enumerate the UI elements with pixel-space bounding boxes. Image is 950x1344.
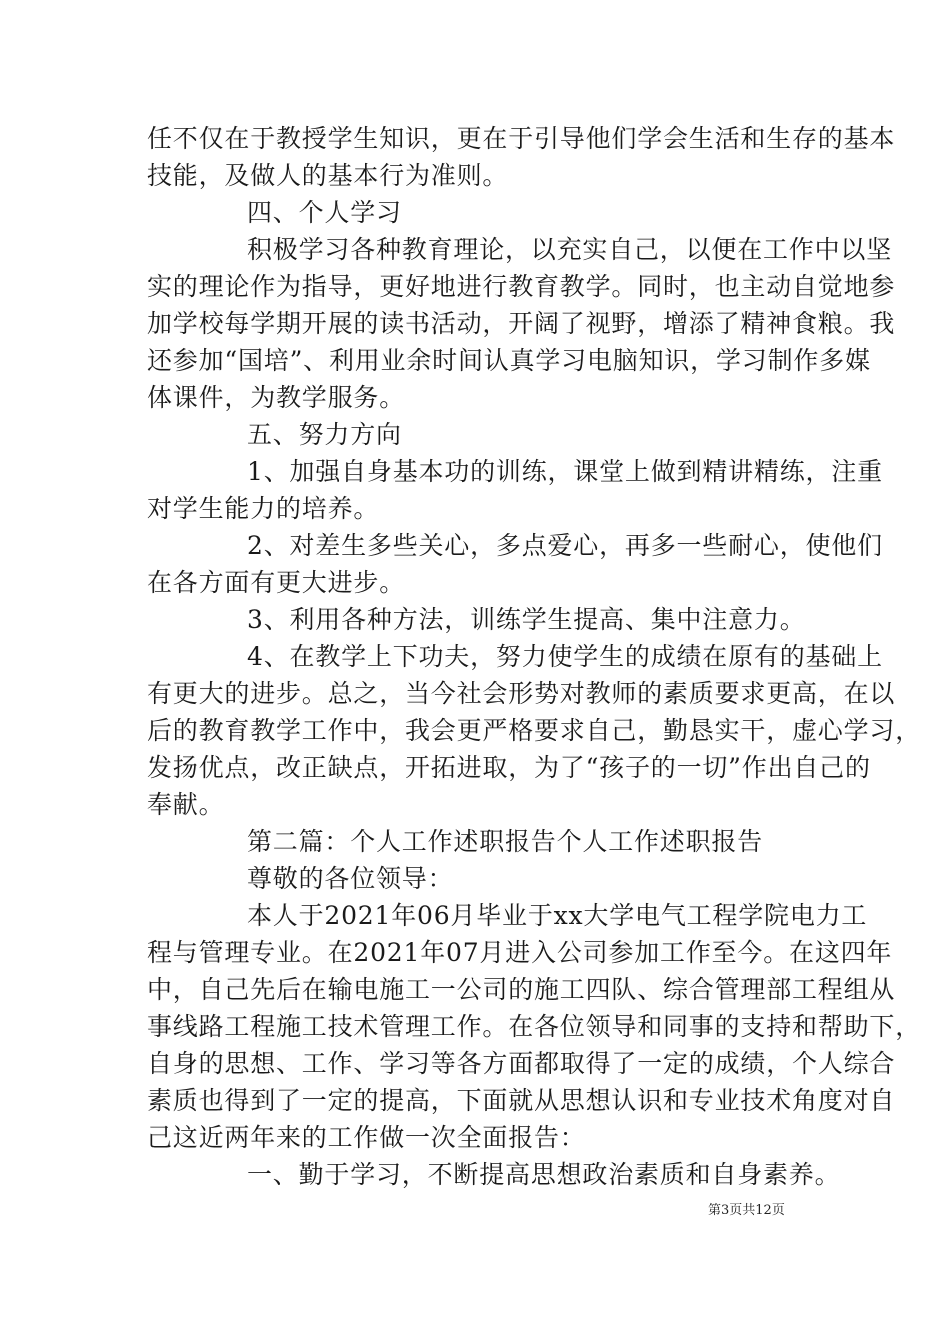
text-line: 4、在教学上下功夫，努力使学生的成绩在原有的基础上: [247, 642, 883, 671]
section-heading: 一、勤于学习，不断提高思想政治素质和自身素养。: [247, 1160, 841, 1189]
text-line: 对学生能力的培养。: [147, 494, 380, 523]
text-line: 发扬优点，改正缺点，开拓进取，为了“孩子的一切”作出自己的: [147, 753, 871, 782]
section-heading: 五、努力方向: [247, 420, 402, 449]
page-number: 第3页共12页: [708, 1203, 785, 1218]
salutation: 尊敬的各位领导：: [247, 864, 454, 893]
text-line: 2、对差生多些关心，多点爱心，再多一些耐心，使他们: [247, 531, 883, 560]
text-line: 本人于2021年06月毕业于xx大学电气工程学院电力工: [247, 901, 868, 930]
text-line: 任不仅在于教授学生知识，更在于引导他们学会生活和生存的基本: [147, 124, 896, 153]
text-line: 1、加强自身基本功的训练，课堂上做到精讲精练，注重: [247, 457, 883, 486]
text-line: 3、利用各种方法，训练学生提高、集中注意力。: [247, 605, 806, 634]
section-title: 第二篇：个人工作述职报告个人工作述职报告: [247, 827, 764, 856]
text-line: 积极学习各种教育理论，以充实自己，以便在工作中以坚: [247, 235, 893, 264]
text-line: 实的理论作为指导，更好地进行教育教学。同时，也主动自觉地参: [147, 272, 896, 301]
text-line: 中，自己先后在输电施工一公司的施工四队、综合管理部工程组从: [147, 975, 896, 1004]
text-line: 在各方面有更大进步。: [147, 568, 406, 597]
text-line: 自身的思想、工作、学习等各方面都取得了一定的成绩，个人综合: [147, 1049, 896, 1078]
text-line: 体课件，为教学服务。: [147, 383, 406, 412]
section-heading: 四、个人学习: [247, 198, 402, 227]
text-line: 加学校每学期开展的读书活动，开阔了视野，增添了精神食粮。我: [147, 309, 896, 338]
text-line: 有更大的进步。总之，当今社会形势对教师的素质要求更高，在以: [147, 679, 896, 708]
text-line: 素质也得到了一定的提高，下面就从思想认识和专业技术角度对自: [147, 1086, 896, 1115]
text-line: 还参加“国培”、利用业余时间认真学习电脑知识，学习制作多媒: [147, 346, 871, 375]
text-line: 程与管理专业。在2021年07月进入公司参加工作至今。在这四年: [147, 938, 893, 967]
text-line: 奉献。: [147, 790, 225, 819]
text-line: 事线路工程施工技术管理工作。在各位领导和同事的支持和帮助下，: [147, 1012, 922, 1041]
text-line: 技能，及做人的基本行为准则。: [147, 161, 509, 190]
text-line: 后的教育教学工作中，我会更严格要求自己，勤恳实干，虚心学习，: [147, 716, 922, 745]
text-line: 己这近两年来的工作做一次全面报告：: [147, 1123, 586, 1152]
